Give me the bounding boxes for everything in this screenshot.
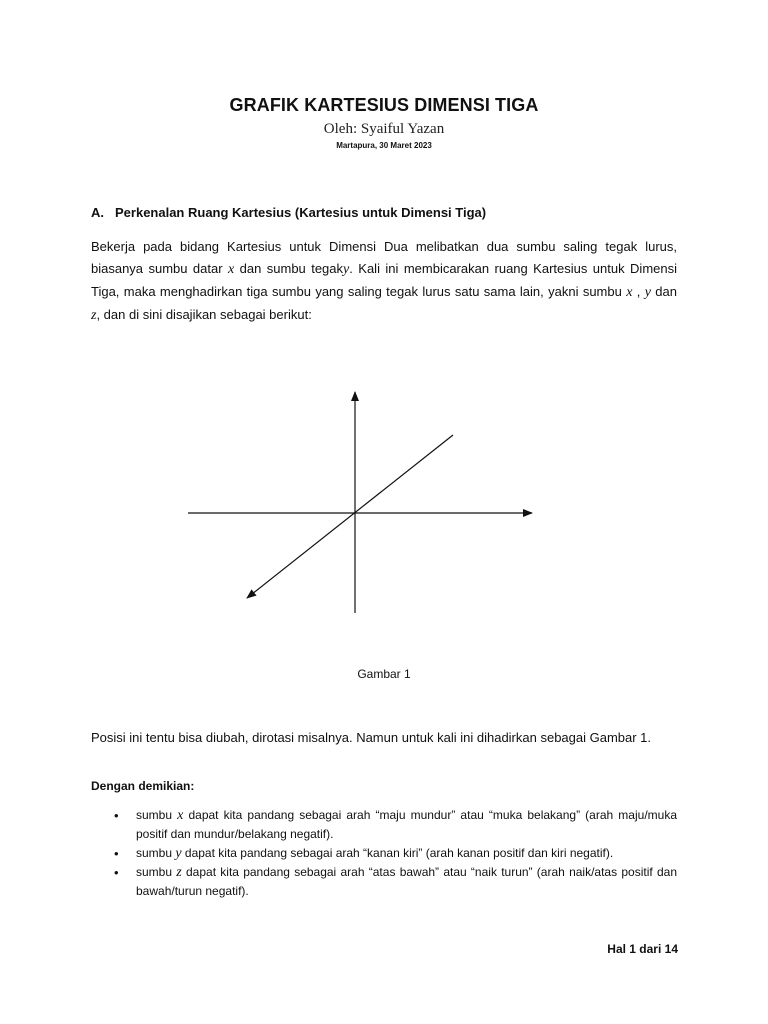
list-item-post: dapat kita pandang sebagai arah “atas bawah” atau “naik turun” (arah naik/atas positif dan bawah/turun negatif). bbox=[136, 865, 677, 898]
math-var-z: z bbox=[91, 308, 97, 323]
document-date: Martapura, 30 Maret 2023 bbox=[336, 141, 432, 150]
math-var-x: x bbox=[626, 285, 633, 300]
math-var-z: z bbox=[176, 865, 182, 880]
intro-paragraph bbox=[91, 236, 677, 327]
list-item-post: dapat kita pandang sebagai arah “kanan kiri” (arah kanan positif dan kiri negatif). bbox=[181, 846, 614, 860]
bullet-icon: • bbox=[114, 808, 119, 823]
section-heading bbox=[91, 205, 691, 220]
para1-text-4: , bbox=[632, 284, 645, 299]
math-var-x: x bbox=[177, 808, 184, 823]
list-item-pre: sumbu bbox=[136, 865, 177, 879]
diagonal-axis-x bbox=[247, 435, 453, 598]
figure-caption: Gambar 1 bbox=[357, 667, 411, 681]
list-item-post: dapat kita pandang sebagai arah “maju mundur” atau “muka belakang” (arah maju/muka positif dan mundur/belakang negatif). bbox=[136, 808, 677, 841]
list-item-pre: sumbu bbox=[136, 808, 178, 822]
list-item bbox=[91, 863, 677, 901]
para1-text-6: , dan di sini disajikan sebagai berikut: bbox=[96, 307, 312, 322]
list-item bbox=[91, 844, 677, 863]
page-number: Hal 1 dari 14 bbox=[607, 942, 678, 956]
para1-text-2: dan sumbu tegak bbox=[234, 261, 344, 276]
list-lead: Dengan demikian: bbox=[91, 779, 195, 793]
document-author: Oleh: Syaiful Yazan bbox=[323, 121, 445, 137]
math-var-y: y bbox=[175, 846, 182, 861]
para1-text-1: Bekerja pada bidang Kartesius untuk Dimensi Dua melibatkan dua sumbu saling tegak lurus, biasanya sumbu datar bbox=[91, 239, 677, 276]
para1-text-5: dan bbox=[650, 284, 677, 299]
math-var-y: y bbox=[644, 285, 651, 300]
rotation-paragraph: Posisi ini tentu bisa diubah, dirotasi misalnya. Namun untuk kali ini dihadirkan sebagai Gambar 1. bbox=[91, 730, 652, 745]
bullet-icon: • bbox=[114, 865, 119, 880]
list-item-pre: sumbu bbox=[136, 846, 176, 860]
bullet-icon: • bbox=[114, 846, 119, 861]
math-var-y: y bbox=[343, 262, 350, 277]
document-title: GRAFIK KARTESIUS DIMENSI TIGA bbox=[229, 95, 539, 115]
section-heading-text: Perkenalan Ruang Kartesius (Kartesius untuk Dimensi Tiga) bbox=[115, 205, 487, 220]
list-item bbox=[91, 806, 677, 844]
axis-direction-list bbox=[91, 806, 677, 901]
para1-text-3: . Kali ini membicarakan ruang Kartesius untuk Dimensi Tiga, maka menghadirkan tiga sumbu yang saling tegak lurus satu sama lain, yakni sumbu bbox=[91, 261, 677, 299]
cartesian-3d-axes-figure bbox=[180, 383, 540, 618]
section-number: A. bbox=[91, 205, 104, 220]
math-var-x: x bbox=[227, 262, 235, 277]
